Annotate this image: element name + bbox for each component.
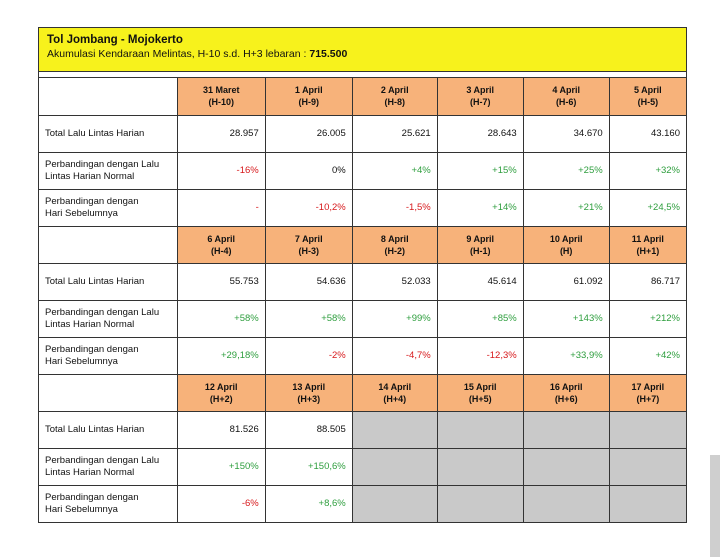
previous-day-row — [39, 189, 686, 226]
previous-day-value: +8,6% — [318, 498, 346, 510]
row-label-line: Perbandingan dengan — [45, 343, 139, 355]
previous-day-value: +33,9% — [570, 350, 603, 361]
previous-day-value: -2% — [328, 350, 346, 361]
previous-day-cell — [352, 337, 437, 374]
normal-comparison-row — [39, 448, 686, 485]
total-value-cell — [523, 115, 609, 152]
normal-comparison-row — [39, 152, 686, 189]
date-header-cell — [177, 374, 265, 411]
date-label: 17 April — [631, 381, 665, 392]
normal-comparison-cell — [437, 152, 523, 189]
traffic-report-frame — [38, 27, 687, 523]
total-value-cell — [437, 411, 523, 448]
previous-day-value: +29,18% — [220, 350, 259, 361]
row-label-line: Total Lalu Lintas Harian — [45, 423, 145, 435]
date-label: 8 April — [380, 233, 409, 244]
h-label: (H-7) — [469, 97, 491, 108]
row-label — [39, 448, 177, 485]
h-label: (H-6) — [555, 97, 577, 108]
normal-comparison-value: +15% — [492, 165, 517, 176]
total-traffic-row — [39, 411, 686, 448]
subtitle-text: Akumulasi Kendaraan Melintas, H-10 s.d. H+3 lebaran : — [47, 48, 310, 60]
normal-comparison-cell — [352, 300, 437, 337]
h-label: (H-2) — [384, 245, 405, 256]
normal-comparison-cell — [609, 152, 686, 189]
previous-day-value: -6% — [241, 498, 259, 510]
previous-day-cell — [523, 189, 609, 226]
normal-comparison-cell — [523, 152, 609, 189]
h-label: (H+7) — [636, 393, 660, 404]
total-value-cell — [609, 411, 686, 448]
row-label-line: Lintas Harian Normal — [45, 170, 135, 182]
normal-comparison-cell — [609, 300, 686, 337]
normal-comparison-value: +32% — [655, 165, 680, 176]
normal-comparison-cell — [523, 300, 609, 337]
previous-day-cell — [609, 485, 686, 522]
previous-day-cell — [177, 485, 265, 522]
normal-comparison-value: +150% — [228, 461, 259, 472]
date-label: 12 April — [204, 381, 238, 392]
normal-comparison-cell — [437, 300, 523, 337]
row-label-line: Hari Sebelumnya — [45, 503, 118, 515]
previous-day-value: -12,3% — [486, 350, 517, 361]
total-value: 34.670 — [573, 128, 603, 139]
previous-day-row — [39, 337, 686, 374]
row-label-line: Perbandingan dengan Lalu — [45, 158, 160, 170]
h-label: (H-9) — [298, 97, 319, 108]
normal-comparison-value: +4% — [411, 165, 431, 176]
total-value-cell — [265, 263, 352, 300]
normal-comparison-value: -16% — [236, 165, 259, 176]
date-label: 1 April — [294, 85, 323, 96]
row-label — [39, 411, 177, 448]
date-header-row — [39, 226, 686, 263]
normal-comparison-cell — [265, 300, 352, 337]
date-label: 2 April — [380, 85, 409, 96]
previous-day-value: -10,2% — [315, 202, 346, 213]
normal-comparison-value: +143% — [572, 313, 603, 324]
date-header-cell — [265, 374, 352, 411]
date-header-cell — [523, 374, 609, 411]
previous-day-cell — [437, 337, 523, 374]
date-label: 31 Maret — [202, 85, 240, 96]
normal-comparison-value: +99% — [406, 313, 431, 324]
row-label — [39, 152, 177, 189]
date-label: 3 April — [466, 85, 495, 96]
total-value-cell — [177, 263, 265, 300]
previous-day-cell — [265, 189, 352, 226]
date-header-cell — [609, 374, 686, 411]
total-value-cell — [265, 411, 352, 448]
total-traffic-row — [39, 263, 686, 300]
total-traffic-row — [39, 115, 686, 152]
date-header-cell — [177, 78, 265, 115]
total-value-cell — [609, 115, 686, 152]
row-label — [39, 263, 177, 300]
total-value: 81.526 — [229, 424, 259, 435]
row-label-line: Perbandingan dengan — [45, 491, 139, 503]
row-label-line: Perbandingan dengan Lalu — [45, 306, 160, 318]
date-label: 9 April — [466, 233, 495, 244]
date-label: 10 April — [549, 233, 583, 244]
total-value-cell — [523, 263, 609, 300]
previous-day-cell — [523, 337, 609, 374]
row-label — [39, 300, 177, 337]
total-value: 55.753 — [229, 276, 259, 287]
row-label — [39, 189, 177, 226]
total-value: 54.636 — [316, 276, 346, 287]
date-header-cell — [523, 226, 609, 263]
date-label: 14 April — [378, 381, 412, 392]
row-label — [39, 337, 177, 374]
total-value: 25.621 — [401, 128, 431, 139]
row-label-line: Total Lalu Lintas Harian — [45, 275, 145, 287]
h-label: (H-5) — [637, 97, 659, 108]
previous-day-cell — [177, 337, 265, 374]
total-value-cell — [352, 115, 437, 152]
previous-day-value: +42% — [655, 350, 680, 361]
normal-comparison-value: 0% — [332, 165, 346, 176]
total-value-cell — [177, 411, 265, 448]
row-label-line: Total Lalu Lintas Harian — [45, 127, 145, 139]
total-value-cell — [265, 115, 352, 152]
h-label: (H-10) — [208, 97, 234, 108]
total-value-cell — [352, 263, 437, 300]
date-header-row — [39, 374, 686, 411]
previous-day-row — [39, 485, 686, 522]
report-title: Tol Jombang - Mojokerto — [47, 34, 183, 46]
total-value-cell — [437, 263, 523, 300]
normal-comparison-row — [39, 300, 686, 337]
normal-comparison-cell — [352, 448, 437, 485]
date-label: 15 April — [463, 381, 497, 392]
total-value: 86.717 — [650, 276, 680, 287]
row-label-line: Hari Sebelumnya — [45, 207, 118, 219]
h-label: (H-1) — [469, 245, 491, 256]
h-label: (H+4) — [383, 393, 407, 404]
blank-label-cell — [39, 374, 177, 411]
blank-label-cell — [39, 226, 177, 263]
previous-day-value: +24,5% — [647, 202, 680, 213]
normal-comparison-cell — [609, 448, 686, 485]
row-label-line: Hari Sebelumnya — [45, 355, 118, 367]
date-header-cell — [437, 374, 523, 411]
date-header-cell — [177, 226, 265, 263]
h-label: (H+1) — [636, 245, 660, 256]
previous-day-value: - — [255, 202, 259, 213]
traffic-table — [39, 78, 686, 522]
date-header-cell — [352, 374, 437, 411]
date-header-cell — [352, 78, 437, 115]
total-value: 43.160 — [650, 128, 680, 139]
normal-comparison-value: +150,6% — [307, 461, 346, 472]
total-value-cell — [352, 411, 437, 448]
date-label: 7 April — [294, 233, 323, 244]
row-label-line: Perbandingan dengan Lalu — [45, 454, 160, 466]
row-label-line: Perbandingan dengan — [45, 195, 139, 207]
date-label: 5 April — [634, 85, 662, 96]
total-value: 28.957 — [229, 128, 259, 139]
previous-day-cell — [177, 189, 265, 226]
normal-comparison-cell — [437, 448, 523, 485]
total-value-cell — [523, 411, 609, 448]
subtitle-total: 715.500 — [309, 48, 348, 60]
h-label: (H-8) — [384, 97, 405, 108]
date-header-cell — [523, 78, 609, 115]
date-header-cell — [437, 226, 523, 263]
normal-comparison-cell — [352, 152, 437, 189]
date-header-cell — [265, 226, 352, 263]
normal-comparison-cell — [177, 448, 265, 485]
previous-day-value: +21% — [578, 202, 603, 213]
normal-comparison-value: +212% — [650, 313, 680, 324]
previous-day-cell — [437, 485, 523, 522]
h-label: (H+6) — [554, 393, 578, 404]
normal-comparison-value: +25% — [578, 165, 603, 176]
total-value-cell — [177, 115, 265, 152]
normal-comparison-value: +58% — [321, 313, 346, 324]
previous-day-value: +14% — [492, 202, 517, 213]
report-header — [39, 28, 686, 72]
normal-comparison-value: +85% — [492, 313, 517, 324]
normal-comparison-cell — [523, 448, 609, 485]
row-label — [39, 115, 177, 152]
total-value-cell — [609, 263, 686, 300]
normal-comparison-cell — [177, 300, 265, 337]
previous-day-value: -1,5% — [405, 202, 431, 213]
previous-day-cell — [609, 189, 686, 226]
h-label: (H+5) — [468, 393, 492, 404]
normal-comparison-cell — [265, 152, 352, 189]
scrollbar-edge — [710, 455, 720, 557]
blank-label-cell — [39, 78, 177, 115]
total-value: 61.092 — [573, 276, 603, 287]
total-value: 28.643 — [487, 128, 517, 139]
previous-day-cell — [609, 337, 686, 374]
total-value: 52.033 — [401, 276, 431, 287]
date-label: 16 April — [549, 381, 583, 392]
h-label: (H-3) — [298, 245, 319, 256]
date-header-cell — [352, 226, 437, 263]
row-label — [39, 485, 177, 522]
date-label: 6 April — [207, 233, 236, 244]
previous-day-cell — [265, 485, 352, 522]
previous-day-cell — [352, 485, 437, 522]
date-header-cell — [437, 78, 523, 115]
previous-day-cell — [437, 189, 523, 226]
normal-comparison-value: +58% — [234, 313, 259, 324]
row-label-line: Lintas Harian Normal — [45, 318, 135, 330]
date-label: 11 April — [631, 233, 664, 244]
date-header-cell — [609, 78, 686, 115]
date-header-cell — [609, 226, 686, 263]
total-value-cell — [437, 115, 523, 152]
previous-day-value: -4,7% — [405, 350, 431, 361]
normal-comparison-cell — [265, 448, 352, 485]
h-label: (H-4) — [210, 245, 232, 256]
date-header-cell — [265, 78, 352, 115]
total-value: 26.005 — [316, 128, 346, 139]
report-subtitle — [47, 48, 678, 60]
h-label: (H+3) — [297, 393, 321, 404]
total-value: 88.505 — [316, 424, 346, 435]
date-label: 4 April — [552, 85, 581, 96]
previous-day-cell — [352, 189, 437, 226]
previous-day-cell — [523, 485, 609, 522]
date-label: 13 April — [292, 381, 326, 392]
h-label: (H) — [559, 245, 573, 256]
normal-comparison-cell — [177, 152, 265, 189]
previous-day-cell — [265, 337, 352, 374]
row-label-line: Lintas Harian Normal — [45, 466, 135, 478]
date-header-row — [39, 78, 686, 115]
h-label: (H+2) — [209, 393, 233, 404]
total-value: 45.614 — [487, 276, 517, 287]
